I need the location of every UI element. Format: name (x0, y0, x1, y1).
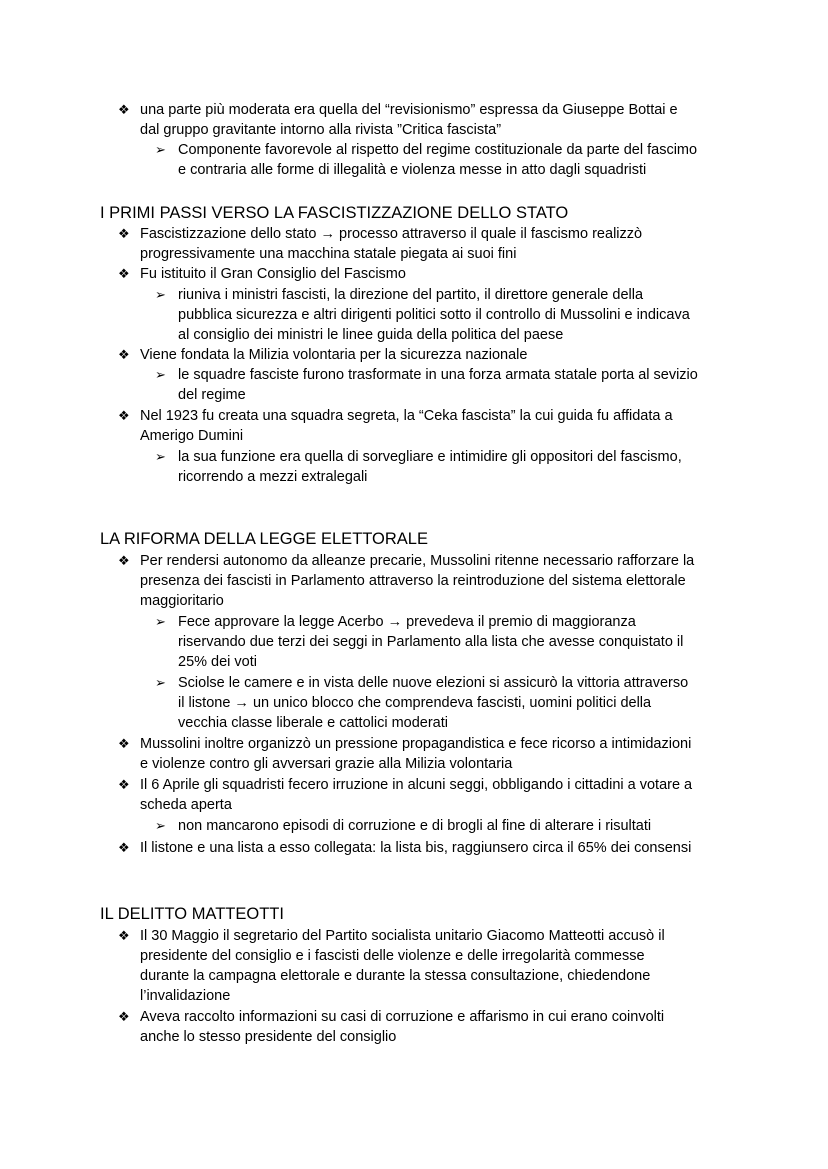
arrow-bullet-icon: ➢ (155, 367, 166, 382)
section-heading: LA RIFORMA DELLA LEGGE ELETTORALE (100, 530, 428, 548)
section-heading: IL DELITTO MATTEOTTI (100, 905, 284, 923)
diamond-bullet-icon: ❖ (118, 553, 130, 568)
section-heading: I PRIMI PASSI VERSO LA FASCISTIZZAZIONE DELLO STATO (100, 204, 569, 222)
arrow-bullet-icon: ➢ (155, 449, 166, 464)
arrow-bullet-icon: ➢ (155, 614, 166, 629)
arrow-bullet-icon: ➢ (155, 142, 166, 157)
arrow-bullet-icon: ➢ (155, 287, 166, 302)
diamond-bullet-icon: ❖ (118, 408, 130, 423)
arrow-bullet-icon: ➢ (155, 818, 166, 833)
diamond-bullet-icon: ❖ (118, 736, 130, 751)
arrow-bullet-icon: ➢ (155, 675, 166, 690)
document-page: ❖ una parte più moderata era quella del “revisionismo” espressa da Giuseppe Bottai e dal gruppo gravitante intorno alla rivista ”Critica fascista” ➢ Componente favorevole al rispetto del regime costituzionale da parte del fascimo e contraria alle forme di illegalità e violenza messe in atto dagli squadristi I PRIMI PASSI VERSO LA FASCISTIZZAZIONE DELLO STATO ❖ Fascistizzazione dello stato → processo attraverso il quale il fascismo realizzò progressivamente una macchina statale piegata ai suoi fini ❖ Fu istituito il Gran Consiglio del Fascismo ➢ riuniva i ministri fascisti, la direzione del partito, il direttore generale della pubblica sicurezza e altri dirigenti politici sotto il controllo di Mussolini e indicava al consiglio dei ministri le linee guida della politica del paese ❖ Viene fondata la Milizia volontaria per la sicurezza nazionale ➢ le squadre fasciste furono trasformate in una forza armata statale porta al sevizio del regime ❖ Nel 1923 fu creata una squadra segreta, la “Ceka fascista” la cui guida fu affidata a Amerigo Dumini ➢ la sua funzione era quella di sorvegliare e intimidire gli oppositori del fascismo, ricorrendo a mezzi extralegali LA RIFORMA DELLA LEGGE ELETTORALE ❖ Per rendersi autonomo da alleanze precarie, Mussolini ritenne necessario rafforzare la presenza dei fascisti in Parlamento attraverso la reintroduzione del sistema elettorale maggioritario ➢ Fece approvare la legge Acerbo → prevedeva il premio di maggioranza riservando due terzi dei seggi in Parlamento alla lista che avesse conquistato il 25% dei voti ➢ Sciolse le camere e in vista delle nuove elezioni si assicurò la vittoria attraverso il listone → un unico blocco che comprendeva fascisti, uomini politici della vecchia classe liberale e cattolici moderati ❖ Mussolini inoltre organizzò un pressione propagandistica e fece ricorso a intimidazioni e violenze contro gli avversari grazie alla Milizia volontaria ❖ Il 6 Aprile gli squadristi fecero irruzione in alcuni seggi, obbligando i cittadini a votare a scheda aperta ➢ non mancarono episodi di corruzione e di brogli al fine di alterare i risultati ❖ Il listone e una lista a esso collegata: la lista bis, raggiunsero circa il 65% dei consensi IL DELITTO MATTEOTTI ❖ Il 30 Maggio il segretario del Partito socialista unitario Giacomo Matteotti accusò il presidente del consiglio e i fascisti delle violenze e delle irregolarità commesse durante la campagna elettorale e durante la stessa consultazione, chiedendone l’invalidazione ❖ Aveva raccolto informazioni su casi di corruzione e affarismo in cui erano coinvolti anche lo stesso presidente del consiglio (100, 102, 698, 1045)
diamond-bullet-icon: ❖ (118, 347, 130, 362)
diamond-bullet-icon: ❖ (118, 266, 130, 281)
diamond-bullet-icon: ❖ (118, 840, 130, 855)
diamond-bullet-icon: ❖ (118, 1009, 130, 1024)
diamond-bullet-icon: ❖ (118, 928, 130, 943)
diamond-bullet-icon: ❖ (118, 777, 130, 792)
diamond-bullet-icon: ❖ (118, 226, 130, 241)
diamond-bullet-icon: ❖ (118, 102, 130, 117)
